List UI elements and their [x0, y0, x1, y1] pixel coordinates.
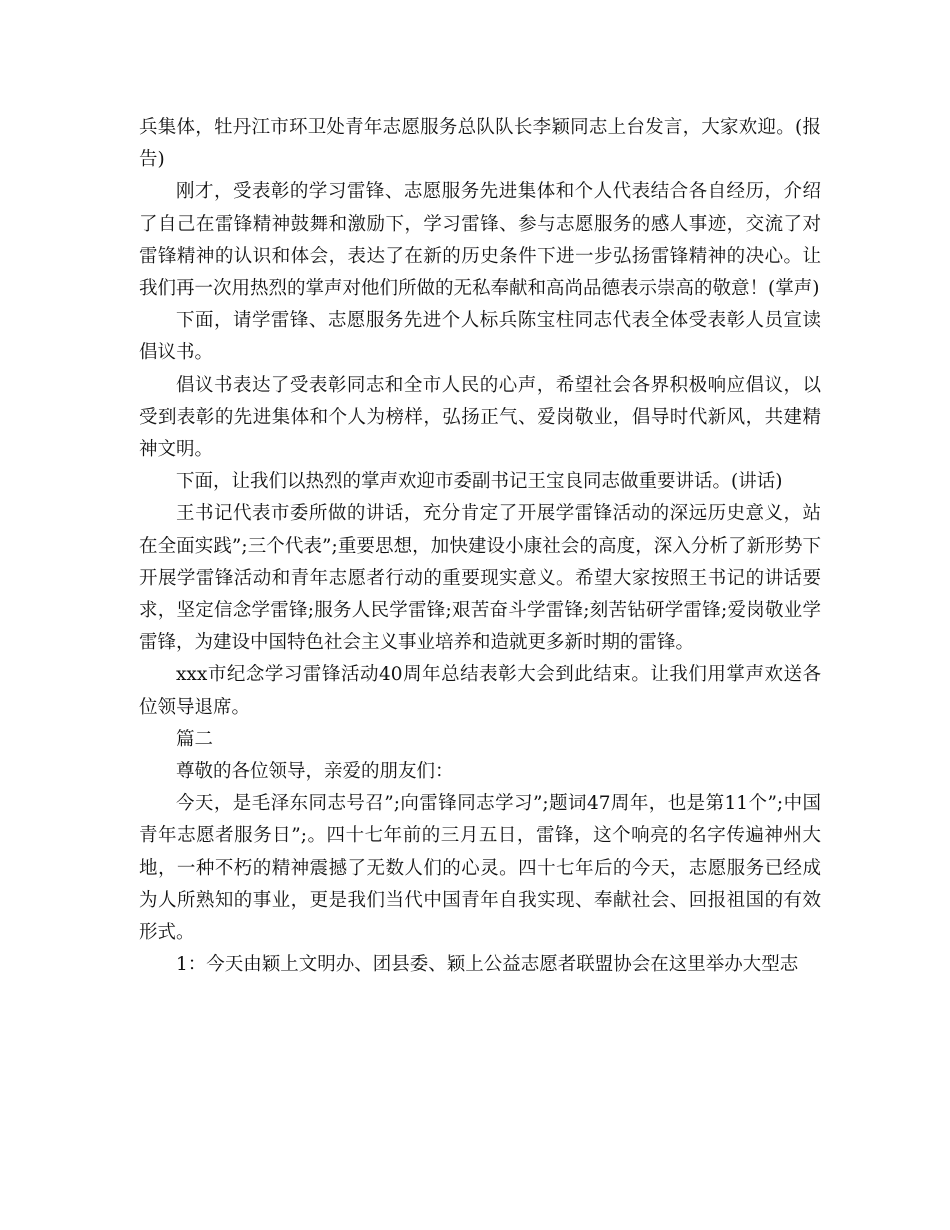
paragraph: 刚才，受表彰的学习雷锋、志愿服务先进集体和个人代表结合各自经历，介绍了自己在雷锋精神鼓舞和激励下，学习雷锋、参与志愿服务的感人事迹，交流了对雷锋精神的认识和体会，表达了在新的历史条件下进一步弘扬雷锋精神的决心。让我们再一次用热烈的掌声对他们所做的无私奉献和高尚品德表示崇高的敬意！(掌声) — [139, 181, 821, 300]
salutation: 尊敬的各位领导，亲爱的朋友们： — [176, 761, 454, 783]
paragraph: 下面，请学雷锋、志愿服务先进个人标兵陈宝柱同志代表全体受表彰人员宣读倡议书。 — [139, 310, 821, 364]
paragraph: xxx市纪念学习雷锋活动40周年总结表彰大会到此结束。让我们用掌声欢送各位领导退席。 — [139, 664, 821, 718]
document-body — [139, 112, 821, 981]
paragraph: 王书记代表市委所做的讲话，充分肯定了开展学雷锋活动的深远历史意义，站在全面实践”;三个代表”;重要思想，加快建设小康社会的高度，深入分析了新形势下开展学雷锋活动和青年志愿者行动的重要现实意义。希望大家按照王书记的讲话要求，坚定信念学雷锋;服务人民学雷锋;艰苦奋斗学雷锋;刻苦钻研学雷锋;爱岗敬业学雷锋，为建设中国特色社会主义事业培养和造就更多新时期的雷锋。 — [139, 503, 821, 654]
paragraph: 倡议书表达了受表彰同志和全市人民的心声，希望社会各界积极响应倡议，以受到表彰的先进集体和个人为榜样，弘扬正气、爱岗敬业，倡导时代新风，共建精神文明。 — [139, 374, 821, 461]
paragraph: 1：今天由颖上文明办、团县委、颖上公益志愿者联盟协会在这里举办大型志 — [176, 954, 799, 976]
paragraph: 下面，让我们以热烈的掌声欢迎市委副书记王宝良同志做重要讲话。(讲话) — [176, 471, 783, 493]
paragraph: 今天，是毛泽东同志号召”;向雷锋同志学习”;题词47周年，也是第11个”;中国青年志愿者服务日”;。四十七年前的三月五日，雷锋，这个响亮的名字传遍神州大地，一种不朽的精神震撼了无数人们的心灵。四十七年后的今天，志愿服务已经成为人所熟知的事业，更是我们当代中国青年自我实现、奉献社会、回报祖国的有效形式。 — [139, 793, 821, 944]
section-heading: 篇二 — [176, 728, 214, 750]
paragraph: 兵集体，牡丹江市环卫处青年志愿服务总队队长李颖同志上台发言，大家欢迎。(报告) — [139, 117, 821, 171]
